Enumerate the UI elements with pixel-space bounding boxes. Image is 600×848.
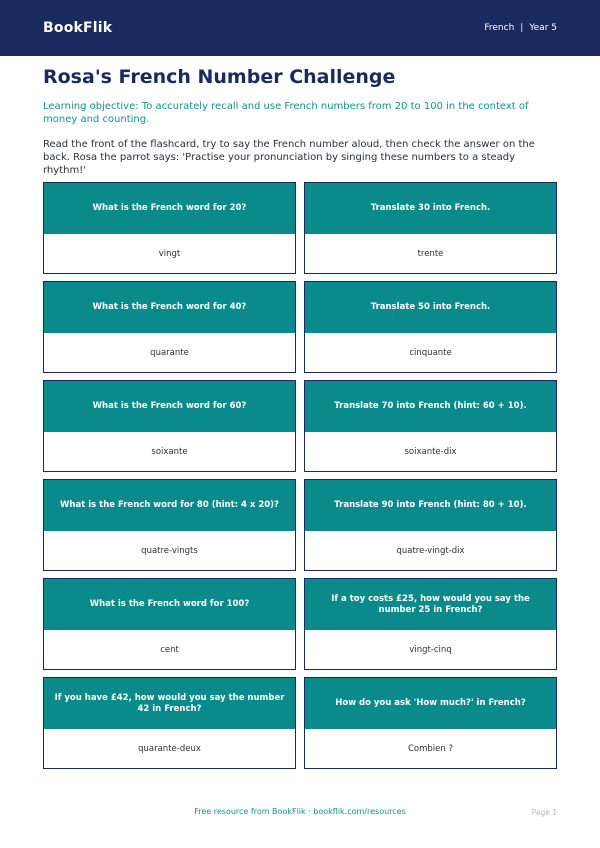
header-bar — [0, 0, 600, 56]
flashcard[interactable] — [43, 677, 296, 769]
flashcard[interactable] — [304, 182, 557, 274]
flashcard-front: Translate 50 into French. — [305, 282, 556, 333]
brand-logo[interactable]: BookFlik — [43, 20, 113, 36]
flashcard-back: soixante — [44, 432, 295, 471]
flashcard-front: Translate 30 into French. — [305, 183, 556, 234]
flashcard[interactable] — [43, 578, 296, 670]
flashcard-front: What is the French word for 20? — [44, 183, 295, 234]
flashcard-back: quatre-vingts — [44, 531, 295, 570]
flashcard[interactable] — [43, 281, 296, 373]
flashcard-front: How do you ask 'How much?' in French? — [305, 678, 556, 729]
flashcard[interactable] — [43, 380, 296, 472]
flashcard-back: cent — [44, 630, 295, 669]
year-label: Year 5 — [529, 23, 557, 33]
flashcard[interactable] — [43, 182, 296, 274]
footer-link[interactable]: Free resource from BookFlik · bookflik.com/resources — [194, 807, 406, 816]
flashcard[interactable] — [43, 479, 296, 571]
header-meta — [484, 23, 557, 33]
flashcard-front: If a toy costs £25, how would you say the number 25 in French? — [305, 579, 556, 630]
flashcard-back: soixante-dix — [305, 432, 556, 471]
flashcard-back: cinquante — [305, 333, 556, 372]
flashcard-front: What is the French word for 40? — [44, 282, 295, 333]
flashcard-front: Translate 70 into French (hint: 60 + 10). — [305, 381, 556, 432]
flashcard-back: vingt — [44, 234, 295, 273]
flashcard-back: vingt-cinq — [305, 630, 556, 669]
flashcard-front: What is the French word for 100? — [44, 579, 295, 630]
flashcard-front: What is the French word for 60? — [44, 381, 295, 432]
flashcard-front: What is the French word for 80 (hint: 4 x 20)? — [44, 480, 295, 531]
page-title: Rosa's French Number Challenge — [43, 66, 396, 88]
flashcard[interactable] — [304, 281, 557, 373]
flashcard-back: quatre-vingt-dix — [305, 531, 556, 570]
instructions: Read the front of the flashcard, try to say the French number aloud, then check the answer on the back. Rosa the parrot says: 'Practise your pronunciation by singing these numbers to a steady rhythm!' — [43, 139, 535, 176]
flashcard-back: quarante-deux — [44, 729, 295, 768]
learning-objective: Learning objective: To accurately recall and use French numbers from 20 to 100 in the context of money and counting. — [43, 101, 529, 125]
flashcard-back: trente — [305, 234, 556, 273]
flashcard-front: Translate 90 into French (hint: 80 + 10). — [305, 480, 556, 531]
flashcard-back: Combien ? — [305, 729, 556, 768]
flashcard-grid — [43, 182, 557, 769]
flashcard-front: If you have £42, how would you say the number 42 in French? — [44, 678, 295, 729]
flashcard-back: quarante — [44, 333, 295, 372]
flashcard[interactable] — [304, 479, 557, 571]
flashcard[interactable] — [304, 677, 557, 769]
flashcard[interactable] — [304, 380, 557, 472]
subject-label: French — [484, 23, 515, 33]
flashcard[interactable] — [304, 578, 557, 670]
page-number: Page 1 — [531, 808, 557, 817]
meta-separator: | — [520, 23, 524, 33]
